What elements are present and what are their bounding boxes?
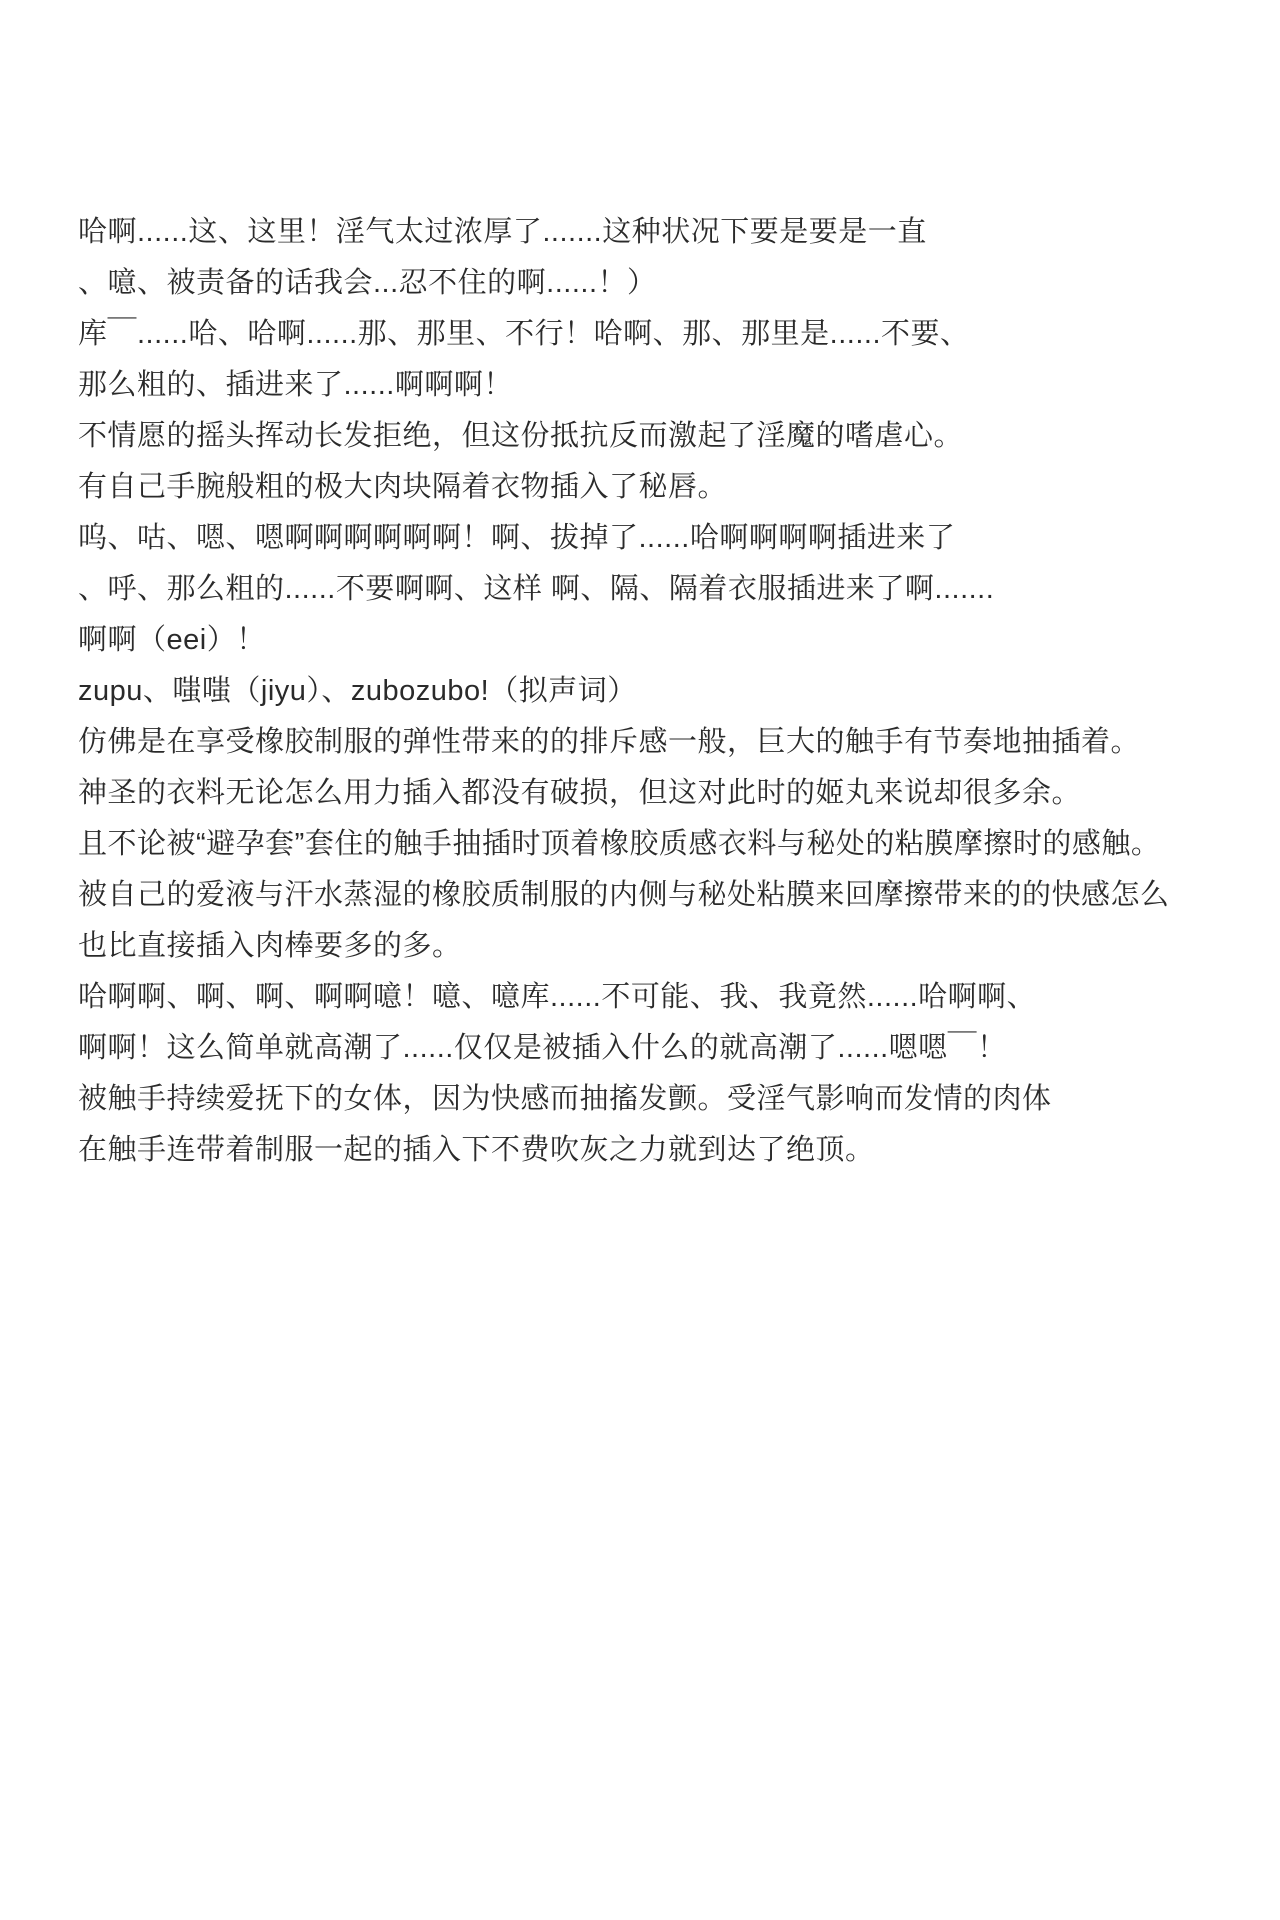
text-line: 且不论被“避孕套”套住的触手抽插时顶着橡胶质感衣料与秘处的粘膜摩擦时的感触。 — [78, 828, 1161, 860]
text-line: 被自己的爱液与汗水蒸湿的橡胶质制服的内侧与秘处粘膜来回摩擦带来的的快感怎么 — [78, 879, 1170, 911]
text-line: 哈啊......这、这里！淫气太过浓厚了.......这种状况下要是要是一直 — [78, 216, 927, 248]
text-line: 神圣的衣料无论怎么用力插入都没有破损，但这对此时的姬丸来说却很多余。 — [78, 777, 1082, 809]
text-line: 哈啊啊、啊、啊、啊啊噫！噫、噫库......不可能、我、我竟然......哈啊啊、 — [78, 981, 1037, 1013]
text-line: 也比直接插入肉棒要多的多。 — [78, 930, 462, 962]
text-block — [78, 207, 1228, 1176]
text-line: 不情愿的摇头挥动长发拒绝，但这份抵抗反而激起了淫魔的嗜虐心。 — [78, 420, 964, 452]
text-line: 啊啊！这么简单就高潮了......仅仅是被插入什么的就高潮了......嗯嗯￣！ — [78, 1032, 1007, 1064]
text-line: 那么粗的、插进来了......啊啊啊！ — [78, 369, 513, 401]
text-line: 在触手连带着制服一起的插入下不费吹灰之力就到达了绝顶。 — [78, 1134, 875, 1166]
text-line: zupu、嗤嗤（jiyu）、zubozubo!（拟声词） — [78, 675, 637, 707]
text-line: 、呼、那么粗的......不要啊啊、这样 啊、隔、隔着衣服插进来了啊....... — [78, 573, 995, 605]
text-line: 被触手持续爱抚下的女体，因为快感而抽搐发颤。受淫气影响而发情的肉体 — [78, 1083, 1052, 1115]
text-line: 库￣......哈、哈啊......那、那里、不行！哈啊、那、那里是......不要、 — [78, 318, 970, 350]
text-line: 、噫、被责备的话我会...忍不住的啊......！） — [78, 267, 657, 299]
text-line: 仿佛是在享受橡胶制服的弹性带来的的排斥感一般，巨大的触手有节奏地抽插着。 — [78, 726, 1141, 758]
text-line: 有自己手腕般粗的极大肉块隔着衣物插入了秘唇。 — [78, 471, 728, 503]
text-line: 呜、咕、嗯、嗯啊啊啊啊啊啊！啊、拔掉了......哈啊啊啊啊插进来了 — [78, 522, 956, 554]
text-line: 啊啊（eei）！ — [78, 624, 266, 656]
